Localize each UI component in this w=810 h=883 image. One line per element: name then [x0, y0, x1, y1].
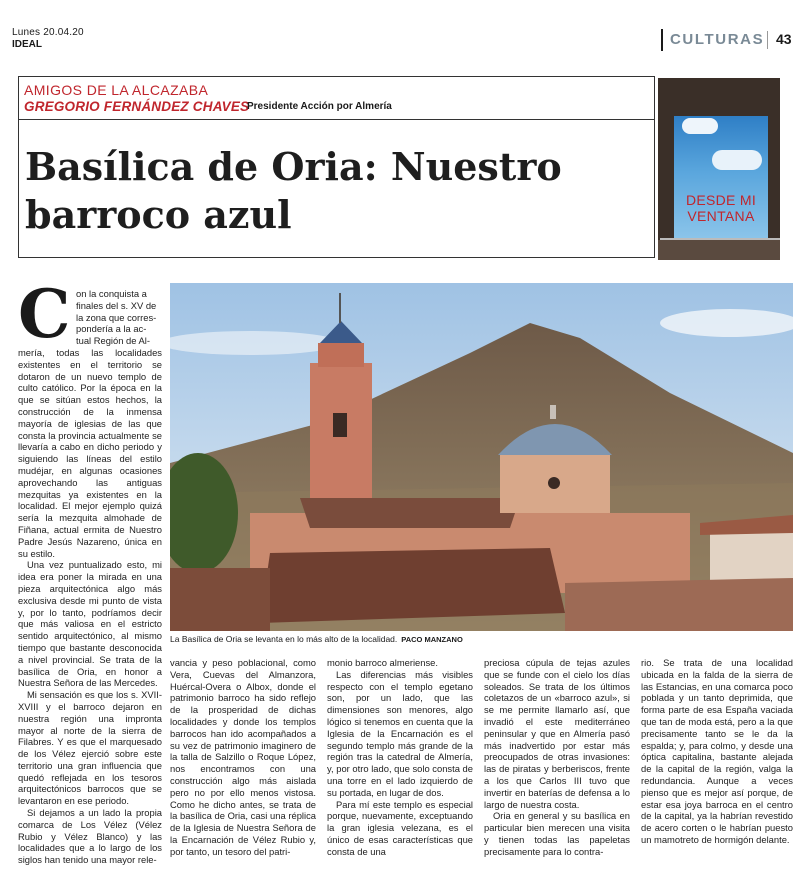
- article-column-3: [327, 657, 473, 858]
- article-paragraph: Oria en general y su basílica en particular bien merecen una visita y tienen todas las papeletas precisamente para lo contra-: [484, 810, 630, 857]
- headline-line-1: Basílica de Oria: Nuestro: [25, 144, 562, 189]
- intro-line: on la conquista a: [76, 288, 147, 299]
- article-column-1-intro: [76, 288, 162, 347]
- article-paragraph: rio. Se trata de una localidad ubicada en la falda de la sierra de las Estancias, en una comarca poco poblada y un tanto deprimida, que forma parte de esa España vaciada que tan de moda está, pero a la que precisamente tanto se le da la espalda; y, para colmo, y desde una óptica capitalina, bastante alejada de la capital de la región, valga la redundancia. Aunque a veces pienso que es mejor así porque, de estar esa joya barroca en el centro de la capital, ya la habrían revestido de acero corten o le habrían puesto un mamotreto de hormigón delante.: [641, 657, 793, 845]
- basilica-illustration: [170, 283, 793, 631]
- article-paragraph: vancia y peso poblacional, como Vera, Cuevas del Almanzora, Huércal-Overa o Albox, donde el patrimonio barroco ha sido reflejo de la prosperidad de dichas localidades y donde los templos barrocos han ido acompañados a su vez de patrimonio imaginero de la talla de Salzillo o Roque López, nos encontramos con una construcción algo más aislada pero no por ello menos vistosa. Como he dicho antes, se trata de la basílica de Oria, casi una réplica de la Iglesia de Nuestra Señora de la Encarnación de Vélez Rubio y, por tanto, un tesoro del patri-: [170, 657, 316, 857]
- headline-line-2: barroco azul: [25, 192, 292, 237]
- photo-credit: PACO MANZANO: [401, 635, 463, 644]
- article-paragraph: Si dejamos a un lado la propia comarca de Los Vélez (Vélez Rubio y Vélez Blanco) y las localidades que a lo largo de los siglos han tenido una mayor rele-: [18, 807, 162, 866]
- header-divider: [661, 29, 663, 51]
- intro-line: la zona que corres-: [76, 311, 157, 323]
- article-paragraph: Mi sensación es que los s. XVII-XVIII y el barroco dejaron en nuestra región una impronta mayor al norte de la sierra de Filabres. Y es que el marquesado de los Vélez ejerció sobre este territorio una gran influencia que quedó reflejada en los tesoros arquitectónicos barrocos que se levantaron en ese periodo.: [18, 689, 162, 807]
- cloud-shape: [682, 118, 718, 134]
- article-paragraph: Las diferencias más visibles respecto con el templo egetano son, por un lado, que las dimensiones son menores, algo lógico si tenemos en cuenta que la Iglesia de la Encarnación es el segundo templo más grande de la región tras la catedral de Almería, y, por otro lado, que solo consta de una torre en el lado izquierdo de su portada, en lugar de dos.: [327, 668, 473, 798]
- byline-divider: [18, 119, 655, 120]
- intro-line: finales del s. XV de: [76, 299, 157, 311]
- logo-label-line-1: DESDE MI: [685, 192, 757, 208]
- headline: [25, 143, 625, 239]
- author-name: GREGORIO FERNÁNDEZ CHAVES: [24, 99, 250, 114]
- drop-cap: C: [18, 275, 71, 353]
- article-paragraph: monio barroco almeriense.: [327, 657, 438, 668]
- intro-line: tual Región de Al-: [76, 335, 151, 347]
- article-column-4: [484, 657, 630, 858]
- header-divider-small: [767, 31, 768, 49]
- page-number: 43: [776, 31, 792, 47]
- article-column-1: [18, 347, 162, 866]
- section-name: CULTURAS: [670, 31, 765, 48]
- basilica-photo: [170, 283, 793, 631]
- cloud-shape: [712, 150, 762, 170]
- column-logo-label: [676, 192, 766, 224]
- intro-line: pondería a la ac-: [76, 323, 147, 335]
- article-paragraph: mería, todas las localidades existentes en el territorio se dotaron de un nuevo templo de culto católico. Por la época en la que se sitúan estos hechos, la construcción de la inmensa mayoría de iglesias de las que consta la provincia actualmente se llevaría a cabo en dicho periodo y siguiendo las líneas del estilo mudéjar, en algunas ocasiones aprovechando las antiguas mezquitas ya existentes en la localidad. El mejor ejemplo quizá sería la mezquita almohade de Fiñana, actual ermita de Nuestro Padre Jesús Nazareno, única en su estilo.: [18, 347, 162, 559]
- article-paragraph: preciosa cúpula de tejas azules que se funde con el cielo los días soleados. Se trata de los últimos coletazos de un «barroco azul», si se me permite llamarlo así, que invadió el este mediterráneo peninsular y que en Almería pasó más inadvertido por estar más preocupados de otras invasiones: las de piratas y berberiscos, frente a los que Carlos III tuvo que invertir en baterías de defensa a lo largo de nuestra costa.: [484, 657, 630, 810]
- column-kicker: AMIGOS DE LA ALCAZABA: [24, 82, 209, 98]
- article-column-5: [641, 657, 793, 846]
- issue-date: Lunes 20.04.20: [12, 27, 84, 38]
- article-column-2: [170, 657, 316, 858]
- logo-label-line-2: VENTANA: [687, 208, 755, 224]
- author-role: Presidente Acción por Almería: [247, 101, 392, 112]
- article-paragraph: Para mí este templo es especial porque, nuevamente, exceptuando la gran iglesia velezana, es el único de esas características que consta de una: [327, 798, 473, 857]
- window-base: [658, 240, 780, 260]
- publication-name: IDEAL: [12, 39, 42, 50]
- caption-text: La Basílica de Oria se levanta en lo más alto de la localidad.: [170, 634, 398, 644]
- photo-caption: [170, 634, 793, 645]
- article-paragraph: Una vez puntualizado esto, mi idea era poner la mirada en una pieza arquitectónica algo más exclusiva desde mi punto de vista y, por lo tanto, podríamos decir que más valiosa en el estricto sentido arquitectónico, al mismo tiempo que bastante desconocida a nivel provincial. Se trata de la basílica de Oria, en honor a Nuestra Señora de las Mercedes.: [18, 559, 162, 689]
